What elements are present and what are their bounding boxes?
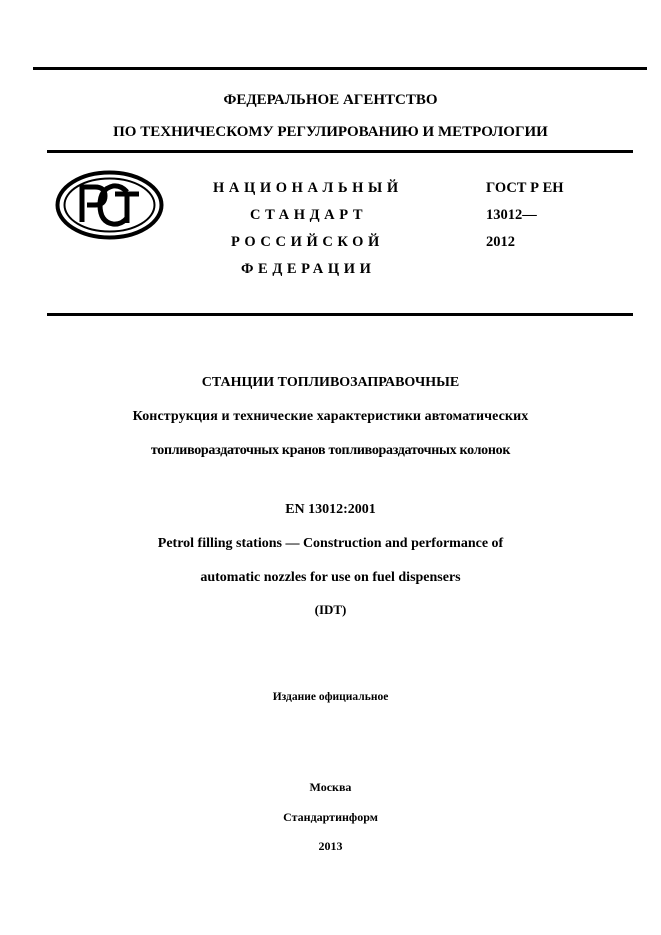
top-rule [33, 67, 647, 70]
designation-line-1: ГОСТ Р ЕН [486, 180, 564, 196]
edition-label: Издание официальное [272, 691, 389, 703]
agency-line-1: ФЕДЕРАЛЬНОЕ АГЕНТСТВО [223, 92, 438, 108]
standard-type-line-4: ФЕДЕРАЦИИ [241, 261, 376, 277]
header-rule [47, 150, 633, 153]
title-en-line-1: Petrol filling stations — Construction and performance of [157, 536, 504, 551]
rst-logo-icon [55, 170, 164, 240]
title-ru-sub-2: топливораздаточных кранов топливораздаточных колонок [150, 443, 511, 458]
agency-line-2: ПО ТЕХНИЧЕСКОМУ РЕГУЛИРОВАНИЮ И МЕТРОЛОГИИ [113, 124, 548, 140]
title-ru-main: СТАНЦИИ ТОПЛИВОЗАПРАВОЧНЫЕ [201, 375, 460, 390]
en-reference: EN 13012:2001 [285, 502, 376, 517]
title-en-line-2: automatic nozzles for use on fuel dispensers [200, 570, 461, 585]
standard-type-line-1: НАЦИОНАЛЬНЫЙ [213, 180, 403, 196]
standard-type-line-2: СТАНДАРТ [250, 207, 368, 223]
designation-line-3: 2012 [486, 234, 515, 250]
standard-type-line-3: РОССИЙСКОЙ [231, 234, 384, 250]
header-bottom-rule [47, 313, 633, 316]
title-ru-sub-1: Конструкция и технические характеристики автоматических [132, 409, 529, 424]
imprint-city: Москва [309, 780, 352, 794]
idt-label: (IDT) [314, 602, 347, 617]
designation-line-2: 13012— [486, 207, 537, 223]
imprint-year: 2013 [318, 839, 343, 853]
imprint-publisher: Стандартинформ [283, 810, 378, 824]
